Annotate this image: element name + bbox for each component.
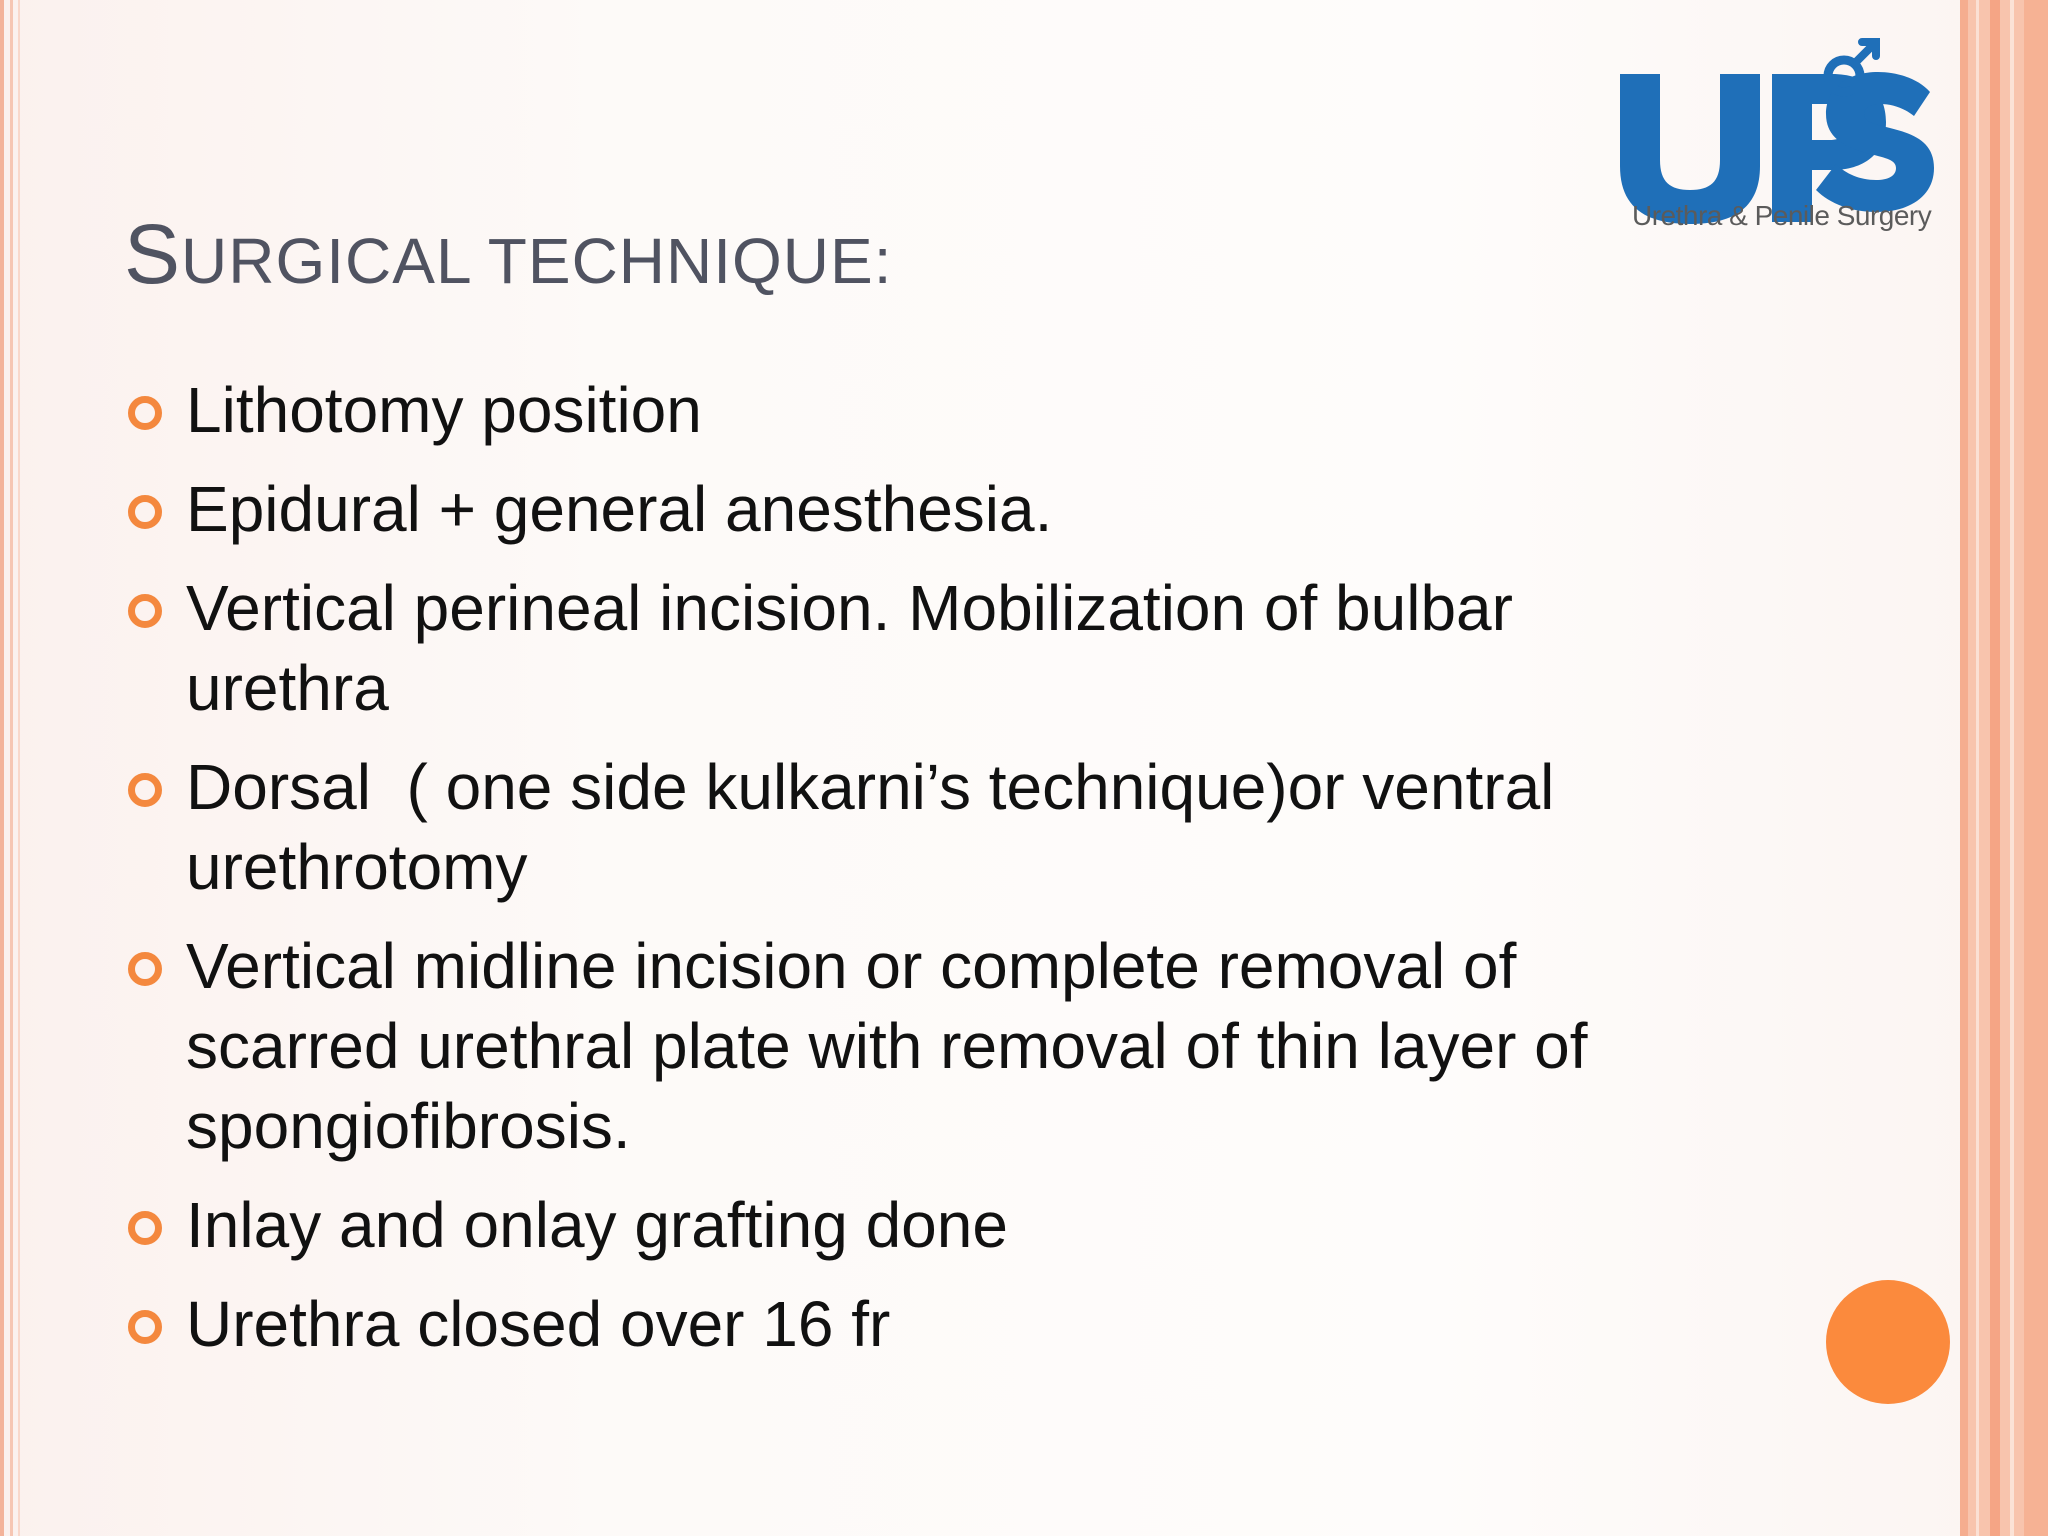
bullet-text: Epidural + general anesthesia.: [186, 473, 1053, 545]
logo-subtitle: Urethra & Penile Surgery: [1632, 200, 1932, 231]
bullet-item: [124, 370, 1724, 450]
right-stripe: [2024, 0, 2048, 1536]
bullet-ring-icon: [128, 1310, 162, 1344]
slide-title: [124, 207, 893, 301]
right-stripe: [2010, 0, 2014, 1536]
bullet-ring-icon: [128, 952, 162, 986]
bullet-item: [124, 926, 1724, 1166]
bullet-ring-icon: [128, 594, 162, 628]
right-stripe: [1976, 0, 1979, 1536]
bullet-item: [124, 747, 1724, 907]
bullet-text: Dorsal ( one side kulkarni’s technique)or ventral urethrotomy: [186, 751, 1573, 903]
bullet-ring-icon: [128, 773, 162, 807]
bullet-text: Lithotomy position: [186, 374, 702, 446]
title-initial: S: [124, 207, 182, 301]
bullet-item: [124, 1284, 1724, 1364]
left-border-line: [0, 0, 4, 1536]
bullet-list: [124, 370, 1724, 1383]
bullet-item: [124, 469, 1724, 549]
right-stripe: [1960, 0, 1968, 1536]
bullet-text: Vertical midline incision or complete removal of scarred urethral plate with removal of thin layer of spongiofibrosis.: [186, 930, 1606, 1162]
bullet-ring-icon: [128, 1211, 162, 1245]
right-stripe: [1990, 0, 2000, 1536]
bullet-item: [124, 1185, 1724, 1265]
left-border-line: [18, 0, 20, 1536]
bullet-text: Vertical perineal incision. Mobilization of bulbar urethra: [186, 572, 1531, 724]
bullet-ring-icon: [128, 495, 162, 529]
left-border-line: [10, 0, 13, 1536]
bullet-text: Inlay and onlay grafting done: [186, 1189, 1008, 1261]
bullet-ring-icon: [128, 396, 162, 430]
bullet-text: Urethra closed over 16 fr: [186, 1288, 891, 1360]
title-rest: URGICAL TECHNIQUE:: [181, 225, 893, 297]
orange-circle-decoration: [1826, 1280, 1950, 1404]
bullet-item: [124, 568, 1724, 728]
